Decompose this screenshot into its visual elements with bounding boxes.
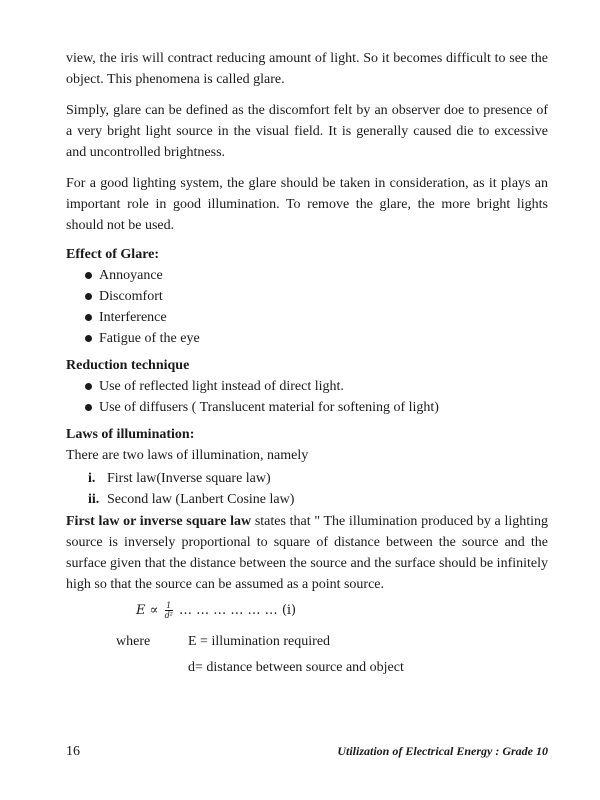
list-item: Fatigue of the eye <box>66 328 548 349</box>
first-law-paragraph <box>66 511 548 595</box>
list-item: Use of diffusers ( Translucent material for softening of light) <box>66 397 548 418</box>
inverse-square-formula <box>66 601 548 627</box>
list-numeral: i. <box>88 471 96 486</box>
first-law-text: states that " The illumination produced by a lighting source is inversely proportional to square of distance between the source and the surface given that the distance between the source and the surface should be infinitely high so that the source can be assumed as a point source. <box>66 514 549 592</box>
first-law-term: First law or inverse square law <box>66 514 252 529</box>
page-content <box>66 48 548 681</box>
formula-fraction <box>165 601 173 620</box>
page-footer <box>66 744 548 762</box>
list-item-text: Second law (Lanbert Cosine law) <box>107 492 295 507</box>
formula-tail: … … … … … … (i) <box>174 603 297 618</box>
list-item: Interference <box>66 307 548 328</box>
page-number: 16 <box>66 744 80 759</box>
formula-denominator: d² <box>164 611 173 620</box>
reduction-technique-heading: Reduction technique <box>66 358 190 373</box>
effect-of-glare-heading: Effect of Glare: <box>66 247 160 262</box>
list-item-text: First law(Inverse square law) <box>107 471 271 486</box>
list-item: Use of reflected light instead of direct light. <box>66 376 548 397</box>
list-numeral: ii. <box>88 492 100 507</box>
list-item <box>66 468 548 489</box>
where-label: where <box>116 634 151 649</box>
definition-e: E = illumination required <box>188 634 331 649</box>
laws-list <box>66 468 548 510</box>
formula-numerator: 1 <box>166 601 172 610</box>
laws-of-illumination-heading: Laws of illumination: <box>66 427 195 442</box>
laws-intro: There are two laws of illumination, namely <box>66 448 309 463</box>
paragraph-glare-intro: view, the iris will contract reducing amount of light. So it becomes difficult to see the object. This phenomena is called glare. <box>66 51 548 87</box>
list-item: Annoyance <box>66 265 548 286</box>
paragraph-glare-lighting: For a good lighting system, the glare should be taken in consideration, as it plays an important role in good illumination. To remove the glare, the more bright lights should not be used. <box>66 176 548 233</box>
definition-d: d= distance between source and object <box>188 660 404 675</box>
reduction-technique-list <box>66 376 548 418</box>
effect-of-glare-list <box>66 265 548 349</box>
paragraph-glare-definition: Simply, glare can be defined as the discomfort felt by an observer doe to presence of a very bright light source in the visual field. It is generally caused die to excessive and uncontrolled brightness. <box>66 103 548 160</box>
formula-definitions <box>66 631 548 681</box>
formula-lhs: E ∝ <box>136 603 163 618</box>
list-item: Discomfort <box>66 286 548 307</box>
list-item <box>66 489 548 510</box>
footer-title: Utilization of Electrical Energy : Grade 10 <box>337 744 548 758</box>
